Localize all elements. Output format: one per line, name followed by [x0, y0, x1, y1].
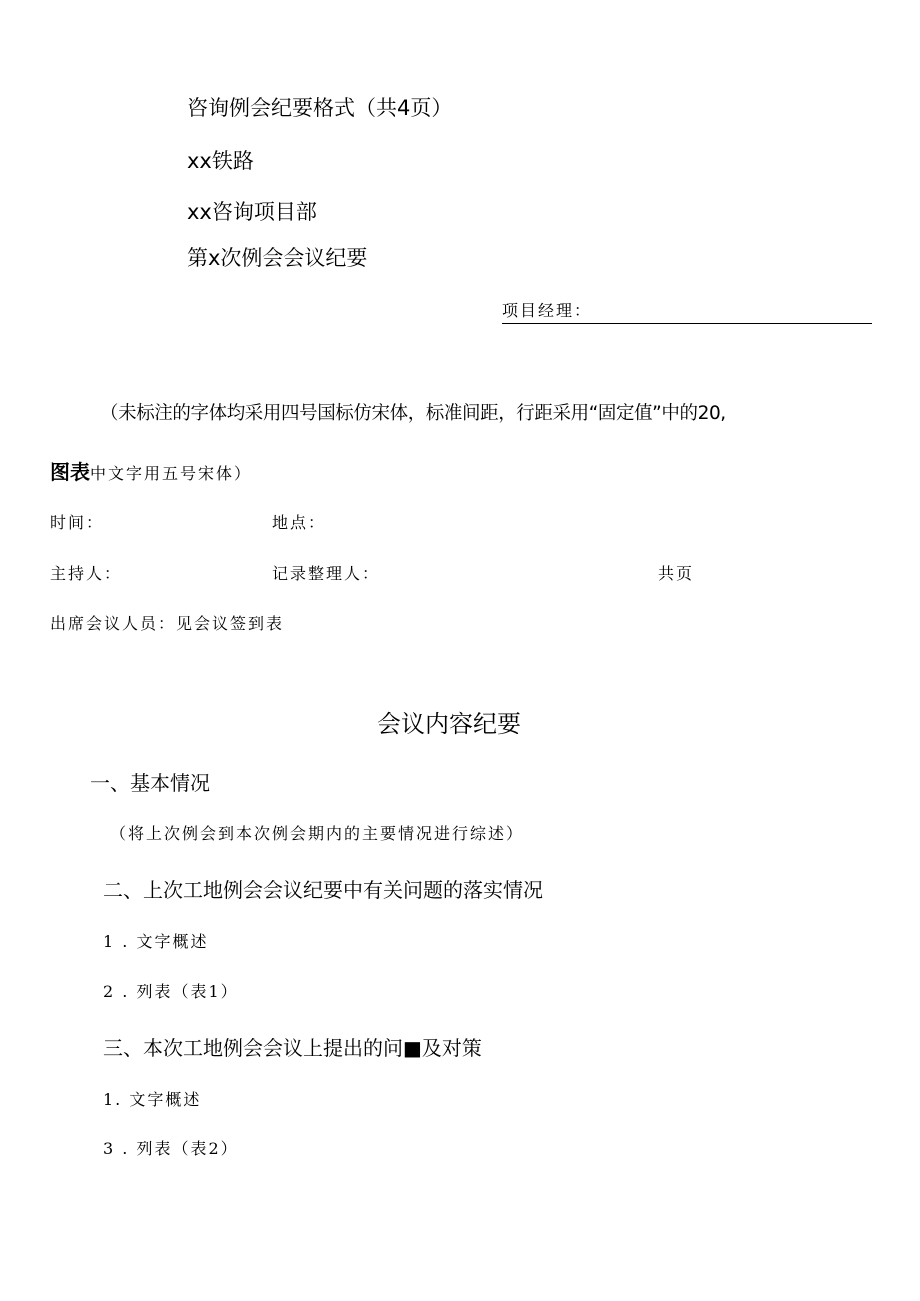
railway-name: xx铁路 [187, 149, 254, 173]
section3-heading: 三、本次工地例会会议上提出的问■及对策 [103, 1036, 482, 1060]
format-note-line1: （未标注的字体均采用四号国标仿宋体，标准间距，行距采用“固定值”中的20, [100, 403, 726, 424]
place-label: 地点： [272, 513, 327, 532]
content-title: 会议内容纪要 [377, 710, 521, 738]
attendees-label: 出席会议人员：见会议签到表 [50, 614, 285, 633]
section2-item2: 2 . 列表（表1） [103, 982, 239, 1001]
format-note-line2 [50, 462, 252, 482]
meeting-title: 第x次例会会议纪要 [187, 246, 368, 270]
format-note-rest: 中文字用五号宋体） [90, 464, 253, 483]
project-department: xx咨询项目部 [187, 200, 317, 224]
time-label: 时间： [50, 513, 105, 532]
project-manager-label: 项目经理： [502, 301, 593, 320]
section3-item2: 3 . 列表（表2） [103, 1139, 239, 1158]
section1-heading: 一、基本情况 [90, 771, 210, 795]
format-note-bold: 图表 [50, 460, 90, 484]
total-pages-label: 共页 [658, 564, 695, 583]
recorder-label: 记录整理人： [272, 564, 381, 583]
format-title: 咨询例会纪要格式（共4页） [187, 96, 453, 120]
section2-heading: 二、上次工地例会会议纪要中有关问题的落实情况 [103, 878, 543, 902]
section2-item1: 1 . 文字概述 [103, 932, 209, 951]
project-manager-signature-line [502, 323, 872, 324]
host-label: 主持人： [50, 564, 123, 583]
section1-note: （将上次例会到本次例会期内的主要情况进行综述） [110, 824, 525, 843]
section3-item1: 1. 文字概述 [103, 1090, 202, 1109]
